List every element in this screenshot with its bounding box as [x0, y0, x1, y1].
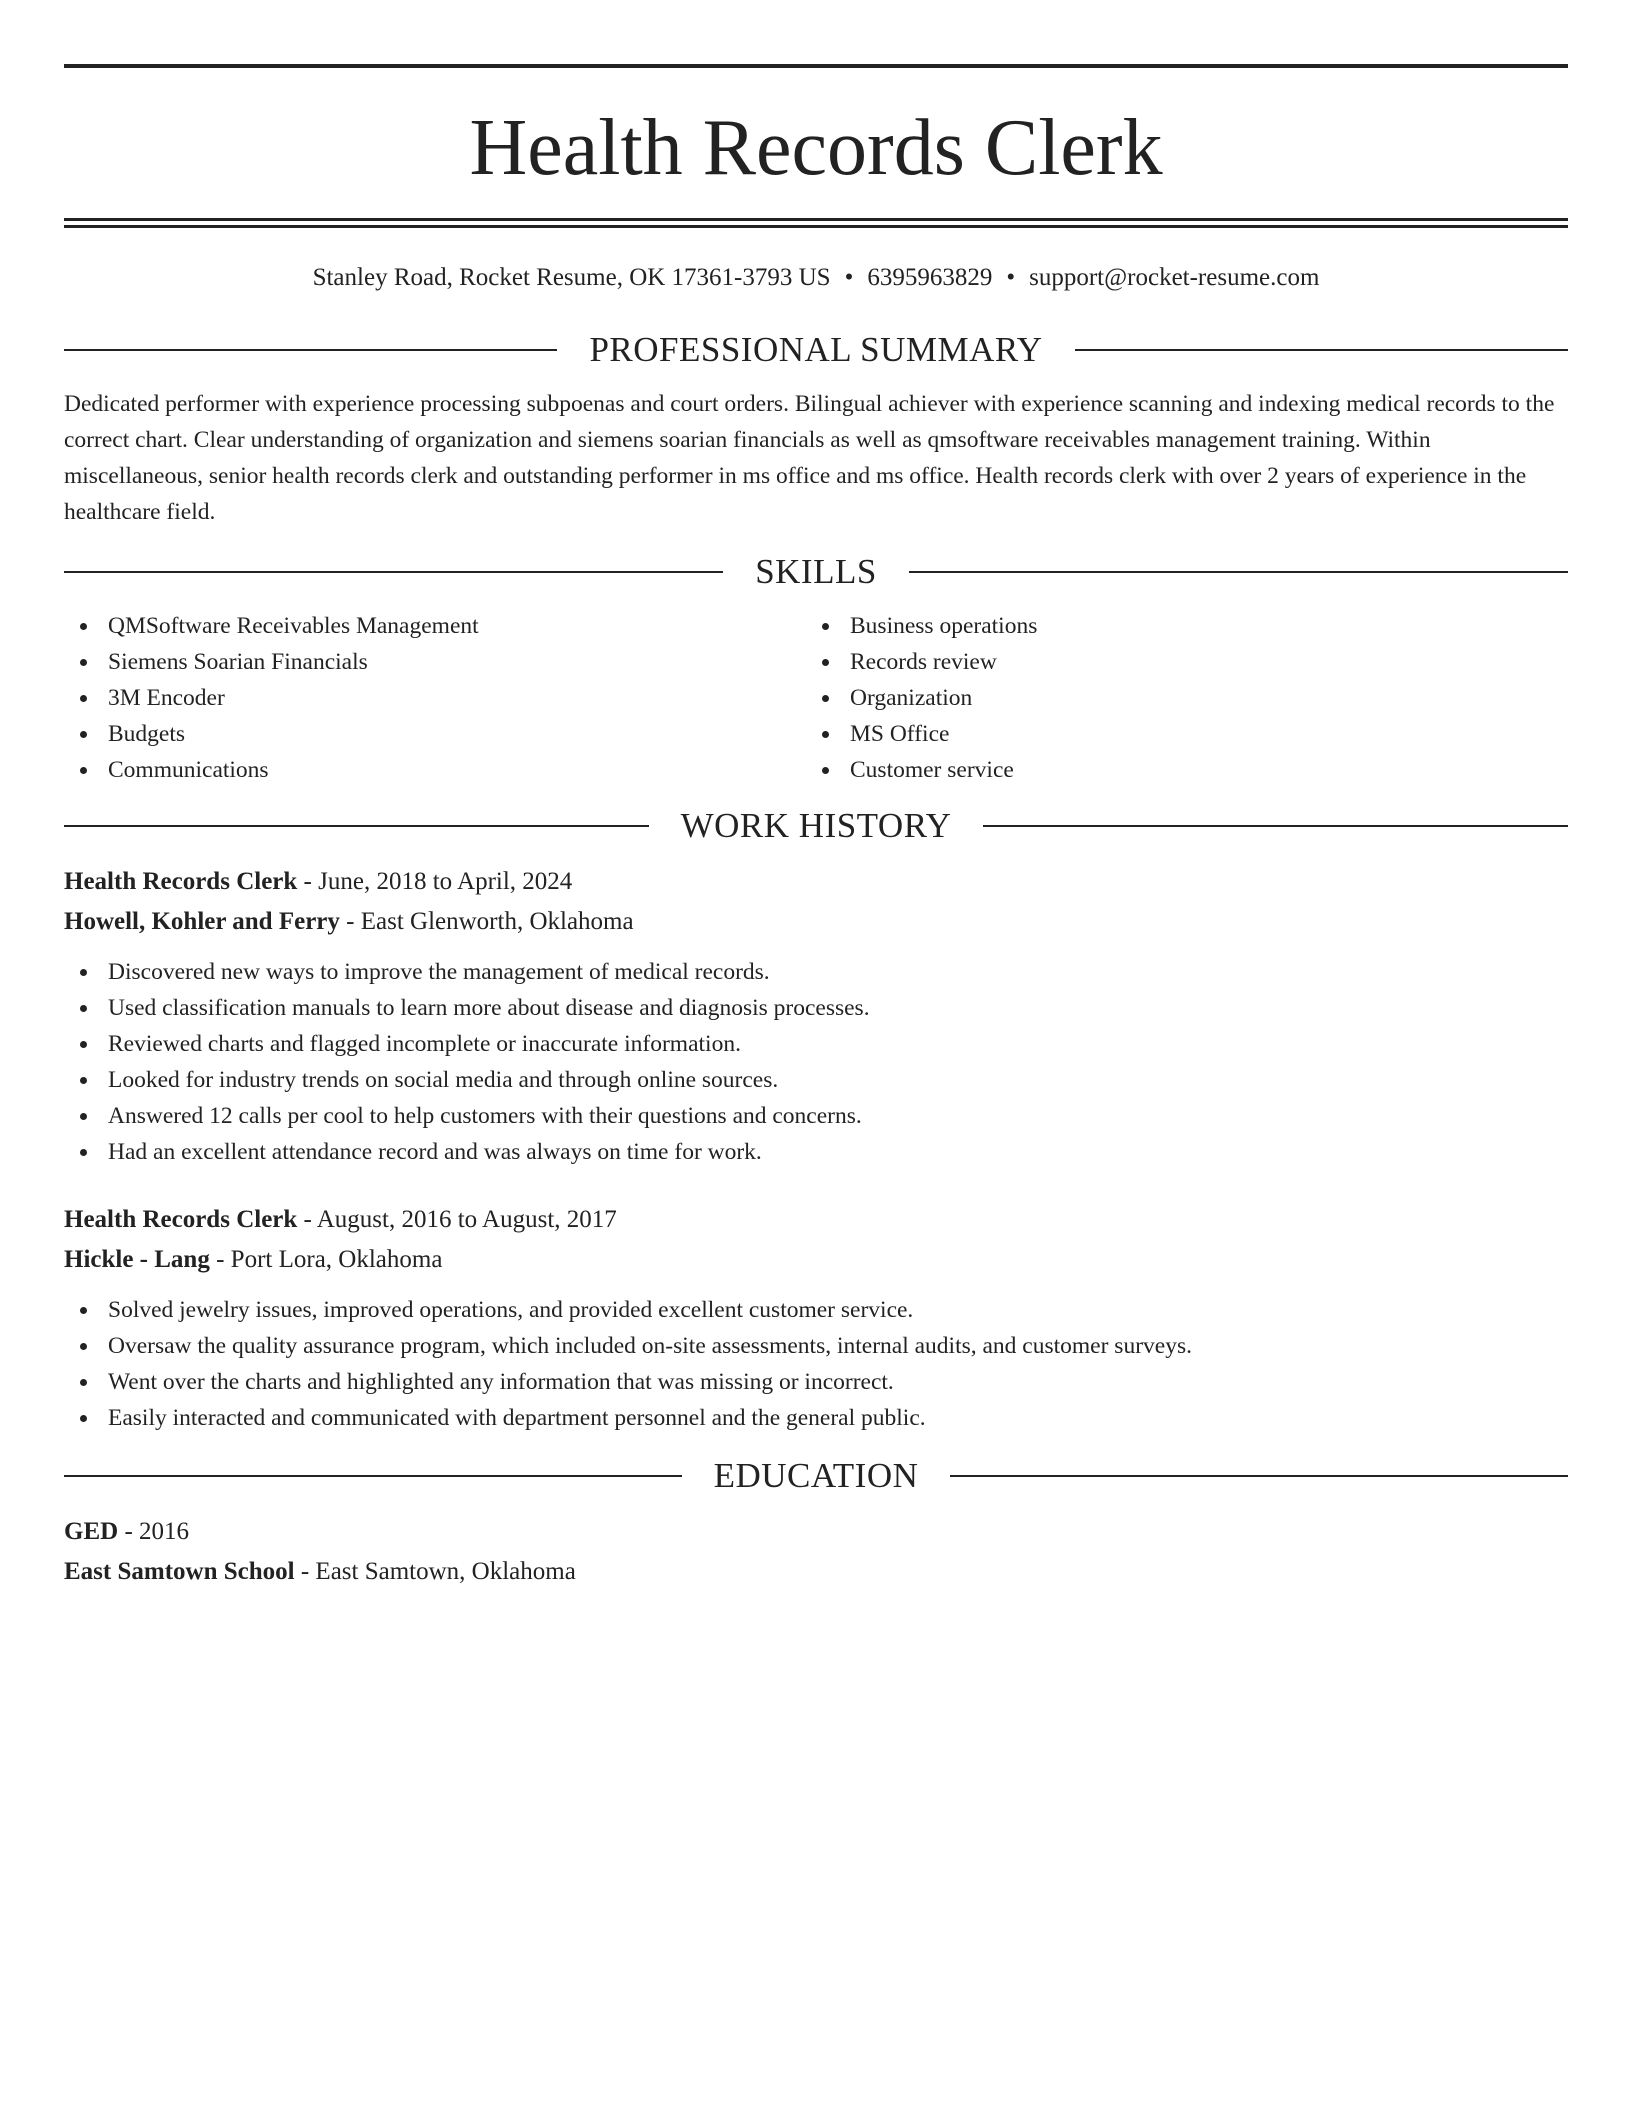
job-company-line	[64, 1240, 1568, 1280]
contact-email: support@rocket-resume.com	[1029, 264, 1320, 291]
job-bullet: Looked for industry trends on social media and through online sources.	[64, 1062, 1568, 1098]
job-company: Howell, Kohler and Ferry	[64, 908, 340, 935]
job-bullets	[64, 1292, 1568, 1436]
job-bullet: Reviewed charts and flagged incomplete or inaccurate information.	[64, 1026, 1568, 1062]
job-location: - Port Lora, Oklahoma	[209, 1246, 443, 1273]
job-location: - East Glenworth, Oklahoma	[339, 908, 634, 935]
job-entry	[64, 862, 1568, 1170]
job-title-line	[64, 862, 1568, 902]
education-heading: EDUCATION	[713, 1456, 919, 1495]
skills-heading: SKILLS	[755, 552, 877, 591]
contact-phone: 6395963829	[867, 264, 993, 291]
double-rule	[64, 218, 1568, 228]
skill-item: QMSoftware Receivables Management	[64, 608, 806, 644]
heading-rule	[64, 571, 723, 573]
heading-rule	[909, 571, 1568, 573]
heading-rule	[64, 349, 557, 351]
job-bullet: Had an excellent attendance record and was always on time for work.	[64, 1134, 1568, 1170]
education-school-line	[64, 1552, 1568, 1592]
skill-item: Business operations	[806, 608, 1548, 644]
skill-item: Communications	[64, 752, 806, 788]
job-entry	[64, 1200, 1568, 1436]
heading-rule	[64, 825, 649, 827]
summary-heading-row	[64, 328, 1568, 372]
education-heading-row	[64, 1454, 1568, 1498]
skills-list-left	[64, 608, 806, 788]
job-bullet: Used classification manuals to learn more about disease and diagnosis processes.	[64, 990, 1568, 1026]
resume-title: Health Records Clerk	[469, 104, 1163, 192]
education-school: East Samtown School	[64, 1558, 295, 1585]
contact-line	[64, 261, 1568, 295]
job-bullet: Oversaw the quality assurance program, which included on-site assessments, internal audits, and customer surveys.	[64, 1328, 1568, 1364]
job-bullet: Went over the charts and highlighted any information that was missing or incorrect.	[64, 1364, 1568, 1400]
top-rule	[64, 64, 1568, 68]
education-year: - 2016	[118, 1518, 190, 1545]
contact-separator: •	[1006, 264, 1016, 291]
job-bullet: Discovered new ways to improve the management of medical records.	[64, 954, 1568, 990]
skill-item: Records review	[806, 644, 1548, 680]
job-bullet: Solved jewelry issues, improved operations, and provided excellent customer service.	[64, 1292, 1568, 1328]
job-title-line	[64, 1200, 1568, 1240]
job-bullets	[64, 954, 1568, 1170]
skill-item: Siemens Soarian Financials	[64, 644, 806, 680]
heading-rule	[1075, 349, 1568, 351]
skill-item: Budgets	[64, 716, 806, 752]
skill-item: Customer service	[806, 752, 1548, 788]
summary-text: Dedicated performer with experience processing subpoenas and court orders. Bilingual achiever with experience scanning and indexing medical records to the correct chart. Clear understanding of organization and siemens soarian financials as well as qmsoftware receivables management training. Within miscellaneous, senior health records clerk and outstanding performer in ms office and ms office. Health records clerk with over 2 years of experience in the healthcare field.	[64, 391, 1555, 525]
job-title: Health Records Clerk	[64, 868, 298, 895]
work-heading-row	[64, 804, 1568, 848]
skills-list-right	[806, 608, 1548, 788]
skill-item: Organization	[806, 680, 1548, 716]
job-dates: - June, 2018 to April, 2024	[297, 868, 573, 895]
work-heading: WORK HISTORY	[680, 806, 952, 845]
heading-rule	[64, 1475, 682, 1477]
education-degree-line	[64, 1512, 1568, 1552]
job-title: Health Records Clerk	[64, 1206, 298, 1233]
contact-separator: •	[844, 264, 854, 291]
job-bullet: Answered 12 calls per cool to help customers with their questions and concerns.	[64, 1098, 1568, 1134]
summary-heading: PROFESSIONAL SUMMARY	[589, 330, 1043, 369]
skills-columns	[64, 608, 1568, 788]
job-company-line	[64, 902, 1568, 942]
skill-item: MS Office	[806, 716, 1548, 752]
job-company: Hickle - Lang	[64, 1246, 210, 1273]
education-location: - East Samtown, Oklahoma	[294, 1558, 576, 1585]
education-degree: GED	[64, 1518, 119, 1545]
heading-rule	[983, 825, 1568, 827]
heading-rule	[950, 1475, 1568, 1477]
skills-heading-row	[64, 550, 1568, 594]
education-entry	[64, 1512, 1568, 1592]
skill-item: 3M Encoder	[64, 680, 806, 716]
job-bullet: Easily interacted and communicated with department personnel and the general public.	[64, 1400, 1568, 1436]
contact-address: Stanley Road, Rocket Resume, OK 17361-3793 US	[312, 264, 831, 291]
job-dates: - August, 2016 to August, 2017	[297, 1206, 617, 1233]
